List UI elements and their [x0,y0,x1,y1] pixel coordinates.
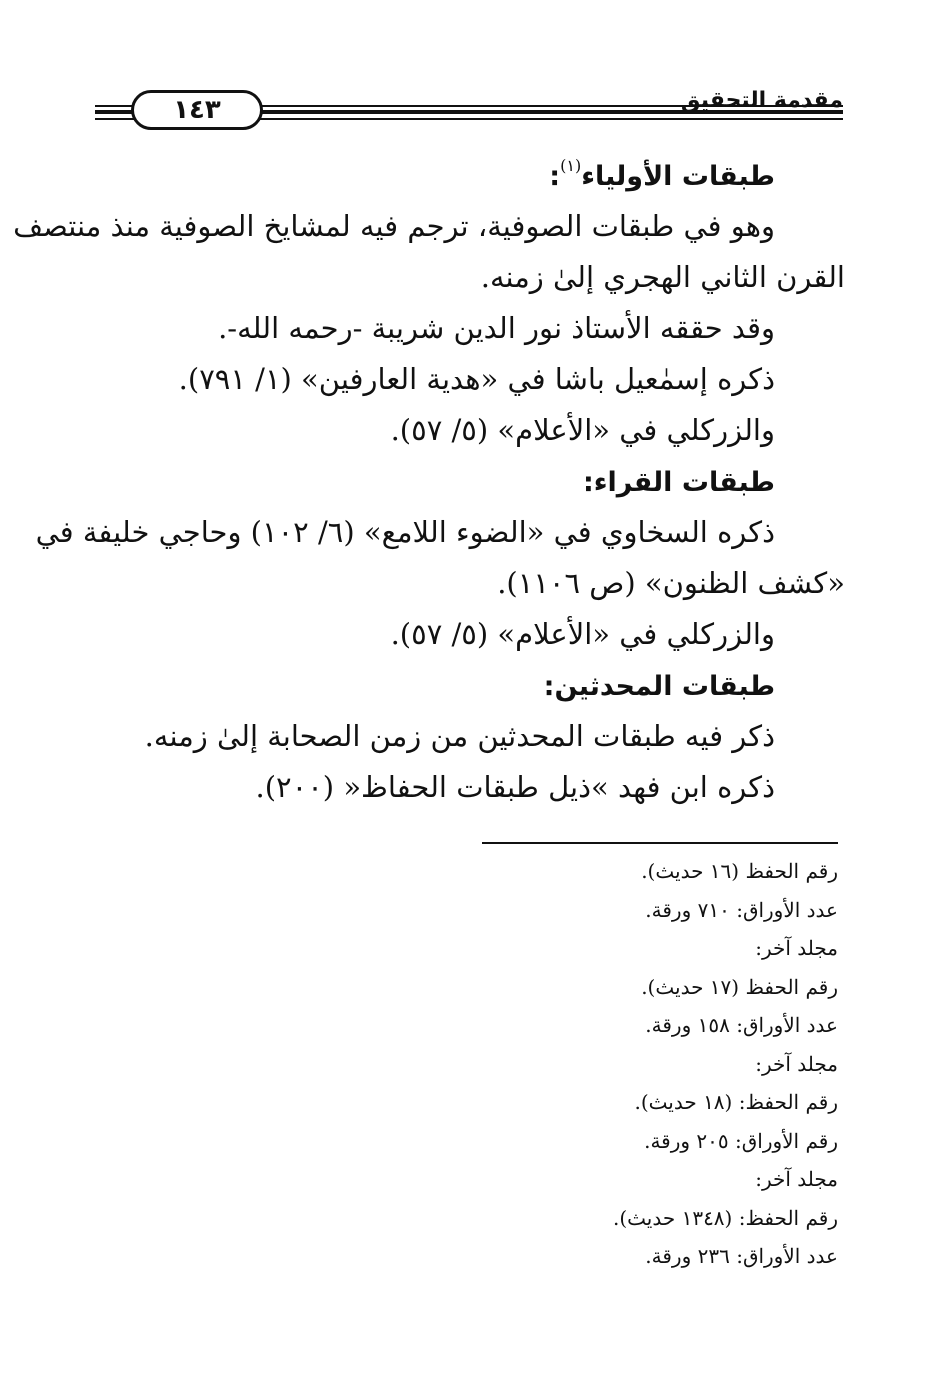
paragraph-line: ذكره إسمٰعيل باشا في «هدية العارفين» (١/ ٧٩١). [178,362,775,396]
footnotes [478,852,838,1276]
footnote-line: مجلد آخر: [755,1051,838,1076]
heading-text: طبقات الأولياء [581,161,775,192]
section-heading-qurra [95,456,845,507]
main-text [13,150,845,813]
paragraph-line: ذكر فيه طبقات المحدثين من زمن الصحابة إلىٰ زمنه. [144,719,775,753]
footnote-line: مجلد آخر: [755,936,838,960]
section-heading-awliya [95,150,845,201]
paragraph-line: وقد حققه الأستاذ نور الدين شريبة -رحمه الله-. [218,311,775,345]
paragraph-line: والزركلي في «الأعلام» (٥/ ٥٧). [390,413,775,447]
footnote-line: رقم الحفظ: (١٨ حديث). [634,1090,838,1114]
footnote-line: عدد الأوراق: ٢٣٦ ورقة. [645,1244,838,1268]
page-header [95,86,843,138]
heading-text: طبقات القراء: [582,467,775,498]
footnote-line: مجلد آخر: [755,1167,838,1191]
heading-colon: : [549,161,561,192]
footnote-line: رقم الأوراق: ٢٠٥ ورقة. [644,1128,838,1153]
paragraph-line: والزركلي في «الأعلام» (٥/ ٥٧). [390,617,775,651]
footnote-line: رقم الحفظ (١٧ حديث). [641,974,838,999]
footnote-line: عدد الأوراق: ١٥٨ ورقة. [645,1013,838,1037]
page-number: ١٤٣ [131,90,263,130]
paragraph-line: وهو في طبقات الصوفية، ترجم فيه لمشايخ الصوفية منذ منتصف [13,209,775,243]
footnote-line: عدد الأوراق: ٧١٠ ورقة. [645,897,838,922]
footnote-line: رقم الحفظ: (١٣٤٨ حديث). [612,1205,838,1230]
heading-text: طبقات المحدثين: [543,671,775,702]
paragraph-line: القرن الثاني الهجري إلىٰ زمنه. [480,260,845,294]
footnote-line: رقم الحفظ (١٦ حديث). [641,859,838,883]
paragraph-line: «كشف الظنون» (ص ١١٠٦). [497,566,845,600]
section-heading-muhaddithin [95,660,845,711]
running-title: مقدمة التحقيق [680,88,843,113]
paragraph-line: ذكره ابن فهد »ذيل طبقات الحفاظ« (٢٠٠). [255,770,775,804]
paragraph-line: ذكره السخاوي في «الضوء اللامع» (٦/ ١٠٢) وحاجي خليفة في [35,515,775,549]
footnote-marker: (١) [560,156,582,175]
footnote-separator [482,842,838,844]
